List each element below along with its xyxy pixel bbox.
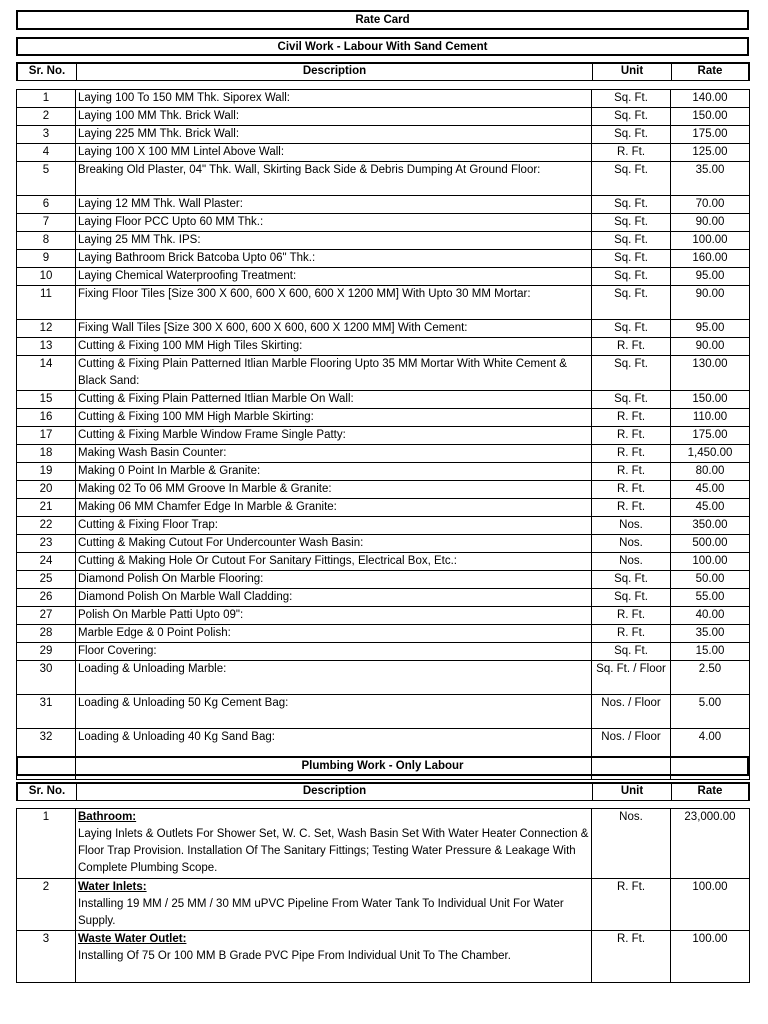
row-rate: 110.00 bbox=[671, 409, 750, 427]
table-row bbox=[17, 661, 750, 695]
row-rate: 40.00 bbox=[671, 607, 750, 625]
table-row bbox=[17, 144, 750, 162]
table-row bbox=[17, 809, 750, 879]
row-rate: 15.00 bbox=[671, 643, 750, 661]
row-rate: 90.00 bbox=[671, 338, 750, 356]
table-row bbox=[17, 320, 750, 338]
row-unit: Sq. Ft. bbox=[592, 196, 671, 214]
row-description-text: Installing 19 MM / 25 MM / 30 MM uPVC Pipeline From Water Tank To Individual Unit For Water Supply. bbox=[78, 898, 564, 927]
table-row bbox=[17, 931, 750, 983]
row-rate: 55.00 bbox=[671, 589, 750, 607]
row-rate: 80.00 bbox=[671, 463, 750, 481]
row-rate: 35.00 bbox=[671, 162, 750, 196]
row-description: Cutting & Fixing 100 MM High Tiles Skirting: bbox=[76, 338, 592, 356]
row-unit: Sq. Ft. bbox=[592, 320, 671, 338]
row-description: Laying 12 MM Thk. Wall Plaster: bbox=[76, 196, 592, 214]
row-rate: 95.00 bbox=[671, 268, 750, 286]
table-row bbox=[17, 481, 750, 499]
row-description: Laying Bathroom Brick Batcoba Upto 06" Thk.: bbox=[76, 250, 592, 268]
col-rate: Rate bbox=[697, 65, 723, 77]
row-unit: R. Ft. bbox=[592, 879, 671, 931]
row-description: Marble Edge & 0 Point Polish: bbox=[76, 625, 592, 643]
col-rate: Rate bbox=[697, 785, 723, 797]
row-description: Cutting & Fixing Marble Window Frame Single Patty: bbox=[76, 427, 592, 445]
table-row bbox=[17, 196, 750, 214]
row-description: Cutting & Making Cutout For Undercounter Wash Basin: bbox=[76, 535, 592, 553]
row-sr-no: 26 bbox=[17, 589, 76, 607]
row-unit: Sq. Ft. bbox=[592, 356, 671, 391]
row-unit: Sq. Ft. bbox=[592, 286, 671, 320]
row-unit: R. Ft. bbox=[592, 427, 671, 445]
row-unit: Sq. Ft. bbox=[592, 589, 671, 607]
row-unit: Nos. bbox=[592, 809, 671, 879]
row-sr-no: 20 bbox=[17, 481, 76, 499]
row-unit: Sq. Ft. bbox=[592, 126, 671, 144]
row-sr-no: 1 bbox=[17, 809, 76, 879]
row-sr-no: 18 bbox=[17, 445, 76, 463]
table-row bbox=[17, 695, 750, 729]
table-row bbox=[17, 589, 750, 607]
row-description: Loading & Unloading 40 Kg Sand Bag: bbox=[76, 729, 592, 763]
row-rate: 500.00 bbox=[671, 535, 750, 553]
plumbing-work-table bbox=[16, 808, 750, 983]
row-sr-no: 28 bbox=[17, 625, 76, 643]
row-rate: 160.00 bbox=[671, 250, 750, 268]
row-description: Breaking Old Plaster, 04" Thk. Wall, Skirting Back Side & Debris Dumping At Ground Floor: bbox=[76, 162, 592, 196]
row-sr-no: 24 bbox=[17, 553, 76, 571]
row-description bbox=[76, 809, 592, 879]
row-sr-no: 7 bbox=[17, 214, 76, 232]
civil-work-heading: Civil Work - Labour With Sand Cement bbox=[16, 37, 749, 56]
row-unit: Nos. / Floor bbox=[592, 695, 671, 729]
table-row bbox=[17, 879, 750, 931]
rate-card-title: Rate Card bbox=[16, 10, 749, 30]
row-description: Fixing Floor Tiles [Size 300 X 600, 600 X 600, 600 X 1200 MM] With Upto 30 MM Mortar: bbox=[76, 286, 592, 320]
row-description: Making 06 MM Chamfer Edge In Marble & Granite: bbox=[76, 499, 592, 517]
row-unit: Sq. Ft. bbox=[592, 571, 671, 589]
civil-work-table bbox=[16, 89, 750, 780]
row-sr-no: 13 bbox=[17, 338, 76, 356]
table-row bbox=[17, 607, 750, 625]
row-unit: R. Ft. bbox=[592, 625, 671, 643]
row-sr-no: 22 bbox=[17, 517, 76, 535]
row-unit: Nos. bbox=[592, 535, 671, 553]
row-rate: 50.00 bbox=[671, 571, 750, 589]
table-row bbox=[17, 286, 750, 320]
row-sr-no: 8 bbox=[17, 232, 76, 250]
row-sr-no: 31 bbox=[17, 695, 76, 729]
row-description: Cutting & Fixing Floor Trap: bbox=[76, 517, 592, 535]
table-row bbox=[17, 499, 750, 517]
row-unit: R. Ft. bbox=[592, 607, 671, 625]
row-description: Making 0 Point In Marble & Granite: bbox=[76, 463, 592, 481]
row-rate: 175.00 bbox=[671, 427, 750, 445]
row-description-text: Laying Inlets & Outlets For Shower Set, W. C. Set, Wash Basin Set With Water Heater Connection & Floor Trap Provision. Installation Of The Sanitary Fittings; Testing Water Pressure & Leakage With Complete Plumbing Scope. bbox=[78, 828, 589, 874]
row-rate: 5.00 bbox=[671, 695, 750, 729]
row-unit: R. Ft. bbox=[592, 144, 671, 162]
row-description: Cutting & Fixing Plain Patterned Itlian Marble On Wall: bbox=[76, 391, 592, 409]
row-unit: R. Ft. bbox=[592, 931, 671, 983]
row-description: Laying 100 To 150 MM Thk. Siporex Wall: bbox=[76, 90, 592, 108]
row-sr-no: 19 bbox=[17, 463, 76, 481]
row-sr-no: 3 bbox=[17, 126, 76, 144]
row-description: Laying Chemical Waterproofing Treatment: bbox=[76, 268, 592, 286]
table-row bbox=[17, 356, 750, 391]
row-rate: 45.00 bbox=[671, 481, 750, 499]
row-rate: 70.00 bbox=[671, 196, 750, 214]
row-description: Diamond Polish On Marble Flooring: bbox=[76, 571, 592, 589]
row-sr-no: 15 bbox=[17, 391, 76, 409]
plumbing-work-heading: Plumbing Work - Only Labour bbox=[16, 756, 749, 776]
table-row bbox=[17, 463, 750, 481]
row-sr-no: 21 bbox=[17, 499, 76, 517]
row-unit: R. Ft. bbox=[592, 463, 671, 481]
row-description: Fixing Wall Tiles [Size 300 X 600, 600 X 600, 600 X 1200 MM] With Cement: bbox=[76, 320, 592, 338]
row-rate: 45.00 bbox=[671, 499, 750, 517]
row-unit: Nos. / Floor bbox=[592, 729, 671, 763]
row-unit: Sq. Ft. bbox=[592, 391, 671, 409]
row-sr-no: 16 bbox=[17, 409, 76, 427]
row-unit: Sq. Ft. / Floor bbox=[592, 661, 671, 695]
row-rate: 100.00 bbox=[671, 553, 750, 571]
table-row bbox=[17, 108, 750, 126]
table-row bbox=[17, 409, 750, 427]
row-sr-no: 1 bbox=[17, 90, 76, 108]
row-section-title: Water Inlets: bbox=[78, 881, 147, 893]
row-description: Floor Covering: bbox=[76, 643, 592, 661]
row-rate: 125.00 bbox=[671, 144, 750, 162]
row-description: Cutting & Fixing 100 MM High Marble Skirting: bbox=[76, 409, 592, 427]
row-sr-no: 27 bbox=[17, 607, 76, 625]
table-row bbox=[17, 268, 750, 286]
row-section-title: Waste Water Outlet: bbox=[78, 933, 187, 945]
col-unit: Unit bbox=[593, 784, 672, 800]
row-description: Laying 100 MM Thk. Brick Wall: bbox=[76, 108, 592, 126]
row-rate: 100.00 bbox=[671, 879, 750, 931]
col-description: Description bbox=[77, 64, 593, 80]
row-sr-no: 6 bbox=[17, 196, 76, 214]
row-sr-no: 32 bbox=[17, 729, 76, 763]
row-sr-no: 3 bbox=[17, 931, 76, 983]
row-unit: R. Ft. bbox=[592, 409, 671, 427]
row-unit: R. Ft. bbox=[592, 499, 671, 517]
row-rate: 150.00 bbox=[671, 108, 750, 126]
row-unit: R. Ft. bbox=[592, 338, 671, 356]
row-sr-no: 2 bbox=[17, 108, 76, 126]
row-description bbox=[76, 879, 592, 931]
row-sr-no: 2 bbox=[17, 879, 76, 931]
row-rate: 35.00 bbox=[671, 625, 750, 643]
table-row bbox=[17, 625, 750, 643]
row-unit: Nos. bbox=[592, 517, 671, 535]
plumbing-table-header bbox=[16, 782, 750, 801]
table-row bbox=[17, 90, 750, 108]
row-sr-no: 11 bbox=[17, 286, 76, 320]
row-rate: 95.00 bbox=[671, 320, 750, 338]
row-rate: 23,000.00 bbox=[671, 809, 750, 879]
row-description: Polish On Marble Patti Upto 09": bbox=[76, 607, 592, 625]
table-row bbox=[17, 643, 750, 661]
row-description: Laying 225 MM Thk. Brick Wall: bbox=[76, 126, 592, 144]
table-row bbox=[17, 338, 750, 356]
table-row bbox=[17, 126, 750, 144]
row-unit: Sq. Ft. bbox=[592, 214, 671, 232]
row-rate: 175.00 bbox=[671, 126, 750, 144]
row-rate: 100.00 bbox=[671, 232, 750, 250]
row-sr-no: 14 bbox=[17, 356, 76, 391]
row-unit: Nos. bbox=[592, 553, 671, 571]
row-description: Laying 25 MM Thk. IPS: bbox=[76, 232, 592, 250]
row-description: Laying Floor PCC Upto 60 MM Thk.: bbox=[76, 214, 592, 232]
row-description: Cutting & Making Hole Or Cutout For Sanitary Fittings, Electrical Box, Etc.: bbox=[76, 553, 592, 571]
col-sr-no: Sr. No. bbox=[18, 784, 77, 800]
row-rate: 130.00 bbox=[671, 356, 750, 391]
table-row bbox=[17, 571, 750, 589]
row-section-title: Bathroom: bbox=[78, 811, 137, 823]
row-description: Laying 100 X 100 MM Lintel Above Wall: bbox=[76, 144, 592, 162]
row-description: Making 02 To 06 MM Groove In Marble & Granite: bbox=[76, 481, 592, 499]
row-sr-no: 17 bbox=[17, 427, 76, 445]
table-row bbox=[17, 445, 750, 463]
row-sr-no: 23 bbox=[17, 535, 76, 553]
civil-table-header bbox=[16, 62, 750, 81]
row-unit: R. Ft. bbox=[592, 481, 671, 499]
row-unit: Sq. Ft. bbox=[592, 108, 671, 126]
col-description: Description bbox=[77, 784, 593, 800]
row-description: Loading & Unloading Marble: bbox=[76, 661, 592, 695]
table-row bbox=[17, 250, 750, 268]
table-row bbox=[17, 535, 750, 553]
row-description-text: Installing Of 75 Or 100 MM B Grade PVC Pipe From Individual Unit To The Chamber. bbox=[78, 950, 511, 962]
row-sr-no: 25 bbox=[17, 571, 76, 589]
row-sr-no: 9 bbox=[17, 250, 76, 268]
row-description: Loading & Unloading 50 Kg Cement Bag: bbox=[76, 695, 592, 729]
row-sr-no: 29 bbox=[17, 643, 76, 661]
row-rate: 100.00 bbox=[671, 931, 750, 983]
table-row bbox=[17, 214, 750, 232]
row-rate: 4.00 bbox=[671, 729, 750, 763]
row-unit: Sq. Ft. bbox=[592, 90, 671, 108]
table-row bbox=[17, 553, 750, 571]
col-sr-no: Sr. No. bbox=[18, 64, 77, 80]
table-row bbox=[17, 427, 750, 445]
row-unit: Sq. Ft. bbox=[592, 232, 671, 250]
row-unit: Sq. Ft. bbox=[592, 643, 671, 661]
row-sr-no: 4 bbox=[17, 144, 76, 162]
row-sr-no: 5 bbox=[17, 162, 76, 196]
row-unit: Sq. Ft. bbox=[592, 162, 671, 196]
col-unit: Unit bbox=[593, 64, 672, 80]
row-sr-no: 10 bbox=[17, 268, 76, 286]
row-description: Making Wash Basin Counter: bbox=[76, 445, 592, 463]
row-unit: R. Ft. bbox=[592, 445, 671, 463]
table-row bbox=[17, 162, 750, 196]
row-unit: Sq. Ft. bbox=[592, 250, 671, 268]
row-rate: 350.00 bbox=[671, 517, 750, 535]
row-description: Diamond Polish On Marble Wall Cladding: bbox=[76, 589, 592, 607]
row-rate: 2.50 bbox=[671, 661, 750, 695]
row-sr-no: 30 bbox=[17, 661, 76, 695]
table-row bbox=[17, 391, 750, 409]
row-rate: 150.00 bbox=[671, 391, 750, 409]
row-rate: 1,450.00 bbox=[671, 445, 750, 463]
row-unit: Sq. Ft. bbox=[592, 268, 671, 286]
row-sr-no: 12 bbox=[17, 320, 76, 338]
table-row bbox=[17, 517, 750, 535]
table-row bbox=[17, 232, 750, 250]
row-rate: 90.00 bbox=[671, 286, 750, 320]
row-rate: 140.00 bbox=[671, 90, 750, 108]
row-description: Cutting & Fixing Plain Patterned Itlian Marble Flooring Upto 35 MM Mortar With White Cement & Black Sand: bbox=[76, 356, 592, 391]
row-description bbox=[76, 931, 592, 983]
row-rate: 90.00 bbox=[671, 214, 750, 232]
